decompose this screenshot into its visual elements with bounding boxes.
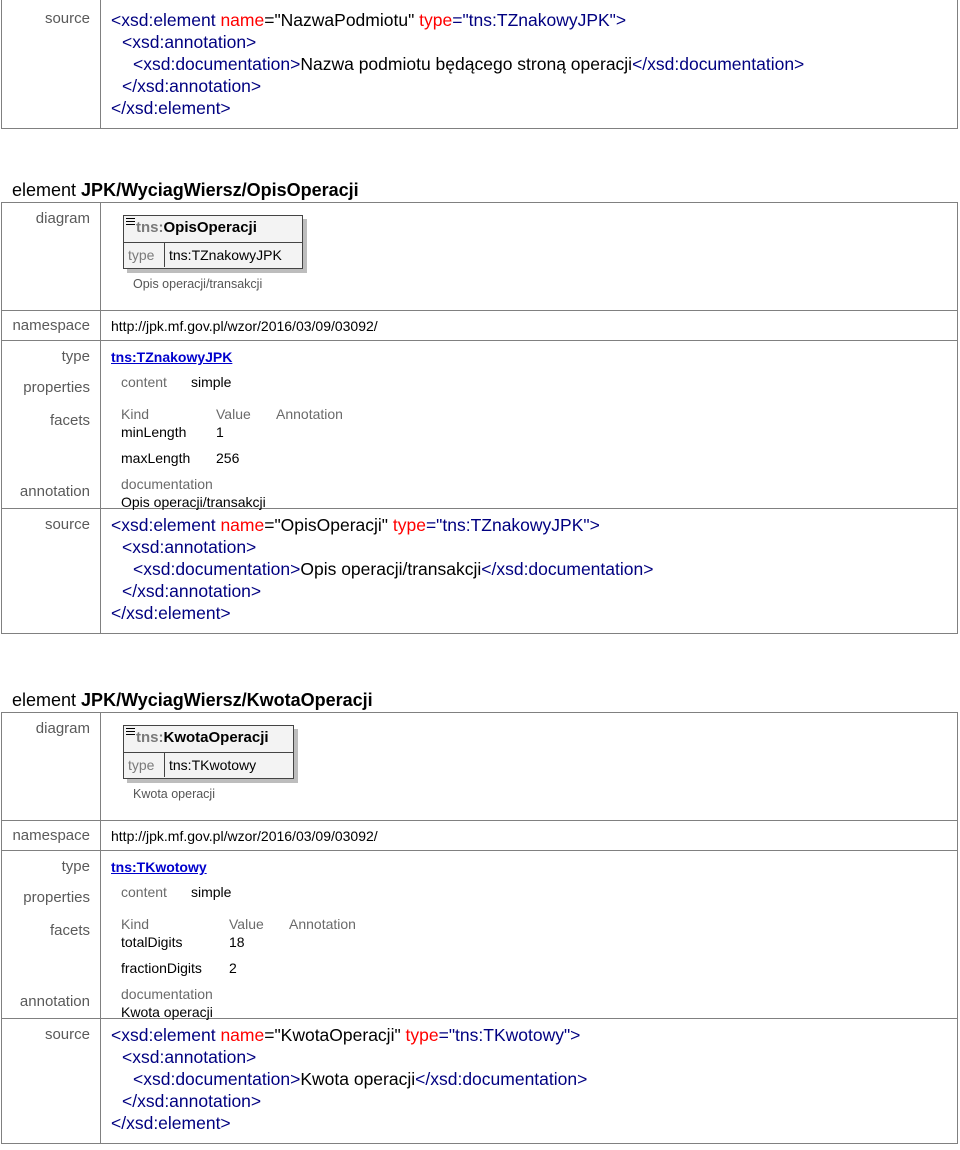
facets-label: facets (49, 922, 90, 939)
diagram-type-key: type (128, 247, 155, 263)
diagram-label: diagram (35, 210, 90, 227)
annotation-label: annotation (19, 993, 90, 1010)
namespace-value: http://jpk.mf.gov.pl/wzor/2016/03/09/03092/ (111, 318, 378, 334)
element-icon (126, 218, 135, 226)
source-line: <xsd:annotation> (122, 32, 257, 52)
source-line: </xsd:element> (111, 98, 231, 118)
type-link[interactable]: tns:TZnakowyJPK (111, 349, 233, 365)
diagram-caption: Opis operacji/transakcji (133, 277, 263, 291)
facets-kind-header: Kind (121, 916, 150, 932)
documentation-value: Kwota operacji (121, 1004, 213, 1020)
element-diagram-box[interactable] (123, 725, 294, 779)
source-line: <xsd:element name="NazwaPodmiotu" type="tns:TZnakowyJPK"> (111, 10, 627, 30)
source-line: </xsd:annotation> (122, 1091, 262, 1111)
facets-label: facets (49, 412, 90, 429)
element-heading: element JPK/WyciagWiersz/KwotaOperacji (12, 690, 373, 710)
source-line: <xsd:element name="KwotaOperacji" type="tns:TKwotowy"> (111, 1025, 581, 1045)
facet-value: 256 (216, 450, 240, 466)
source-label-cell (2, 0, 101, 129)
diagram-label: diagram (35, 720, 90, 737)
facet-kind: maxLength (121, 450, 191, 466)
documentation-key: documentation (121, 986, 213, 1002)
source-label: source (44, 1026, 90, 1043)
element-diagram-box[interactable] (123, 215, 303, 269)
facet-kind: minLength (121, 424, 187, 440)
source-label: source (44, 10, 90, 27)
documentation-key: documentation (121, 476, 213, 492)
facets-kind-header: Kind (121, 406, 150, 422)
source-line: </xsd:element> (111, 1113, 231, 1133)
diagram-cell (101, 203, 958, 311)
source-line: </xsd:element> (111, 603, 231, 623)
facet-value: 18 (229, 934, 245, 950)
type-label: type (61, 858, 90, 875)
namespace-label: namespace (12, 827, 90, 844)
diagram-type-value: tns:TZnakowyJPK (169, 247, 282, 263)
source-label: source (44, 516, 90, 533)
diagram-caption: Kwota operacji (133, 787, 215, 801)
element-icon (126, 728, 135, 736)
diagram-element-name: tns:KwotaOperacji (136, 729, 269, 746)
element-details-table (1, 202, 958, 634)
facets-annotation-header: Annotation (276, 406, 343, 422)
previous-element-source-table (1, 0, 958, 129)
source-line: <xsd:documentation>Opis operacji/transakcji</xsd:documentation> (133, 559, 654, 579)
namespace-label: namespace (12, 317, 90, 334)
source-line: <xsd:element name="OpisOperacji" type="tns:TZnakowyJPK"> (111, 515, 600, 535)
type-label: type (61, 348, 90, 365)
source-line: <xsd:documentation>Kwota operacji</xsd:documentation> (133, 1069, 588, 1089)
content-key: content (121, 884, 167, 900)
element-details-table (1, 712, 958, 1144)
namespace-value: http://jpk.mf.gov.pl/wzor/2016/03/09/03092/ (111, 828, 378, 844)
diagram-cell (101, 713, 958, 821)
source-line: <xsd:annotation> (122, 1047, 257, 1067)
facet-value: 2 (229, 960, 237, 976)
diagram-element-name: tns:OpisOperacji (136, 219, 257, 236)
source-cell (101, 0, 958, 129)
properties-label: properties (23, 889, 90, 906)
facets-annotation-header: Annotation (289, 916, 356, 932)
facets-value-header: Value (216, 406, 251, 422)
facet-value: 1 (216, 424, 224, 440)
annotation-label: annotation (19, 483, 90, 500)
properties-label: properties (23, 379, 90, 396)
documentation-value: Opis operacji/transakcji (121, 494, 266, 510)
facets-value-header: Value (229, 916, 264, 932)
content-value: simple (191, 374, 232, 390)
source-cell (101, 509, 957, 633)
facet-kind: totalDigits (121, 934, 183, 950)
type-link[interactable]: tns:TKwotowy (111, 859, 207, 875)
source-line: </xsd:annotation> (122, 76, 262, 96)
content-key: content (121, 374, 167, 390)
element-heading: element JPK/WyciagWiersz/OpisOperacji (12, 180, 359, 200)
source-cell (101, 1019, 957, 1143)
diagram-type-value: tns:TKwotowy (169, 757, 257, 773)
content-value: simple (191, 884, 232, 900)
facet-kind: fractionDigits (121, 960, 202, 976)
diagram-type-key: type (128, 757, 155, 773)
source-line: <xsd:annotation> (122, 537, 257, 557)
source-line: <xsd:documentation>Nazwa podmiotu będącego stroną operacji</xsd:documentation> (133, 54, 805, 74)
source-line: </xsd:annotation> (122, 581, 262, 601)
